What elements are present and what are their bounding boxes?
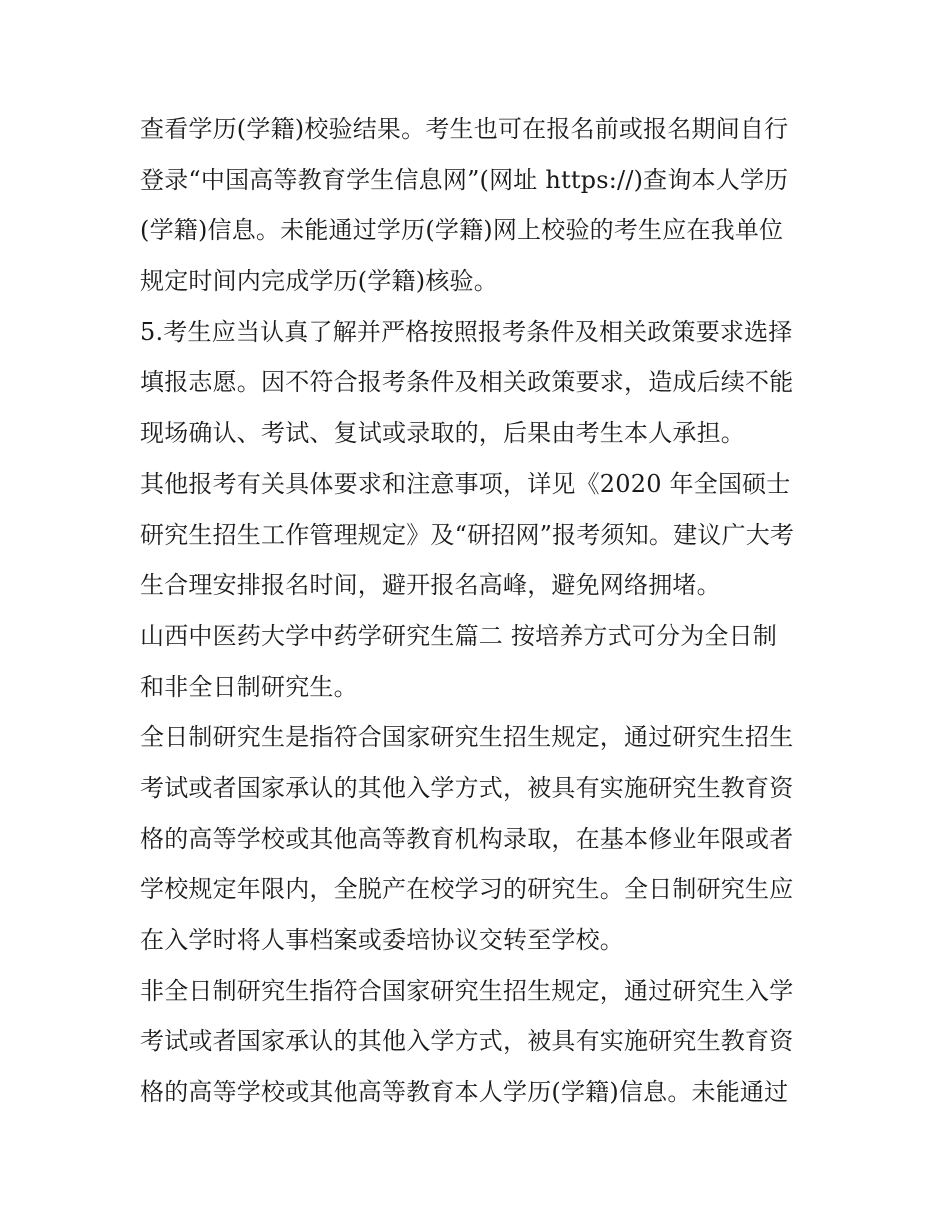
text-line: 其他报考有关具体要求和注意事项，详见《2020 年全国硕士 (140, 469, 791, 498)
text-line: 非全日制研究生指符合国家研究生招生规定，通过研究生入学 (140, 976, 794, 1005)
text-line: 生合理安排报名时间，避开报名高峰，避免网络拥堵。 (140, 571, 721, 600)
text-line: 5.考生应当认真了解并严格按照报考条件及相关政策要求选择 (140, 317, 793, 346)
text-line: 山西中医药大学中药学研究生篇二 按培养方式可分为全日制 (140, 621, 778, 650)
text-line: 规定时间内完成学历(学籍)核验。 (140, 267, 498, 296)
text-line: 查看学历(学籍)校验结果。考生也可在报名前或报名期间自行 (140, 115, 789, 143)
text-line: 现场确认、考试、复试或录取的，后果由考生本人承担。 (140, 419, 745, 448)
text-line: 考试或者国家承认的其他入学方式，被具有实施研究生教育资 (140, 1027, 794, 1056)
text-line: 格的高等学校或其他高等教育本人学历(学籍)信息。未能通过 (140, 1078, 789, 1107)
text-line: 全日制研究生是指符合国家研究生招生规定，通过研究生招生 (140, 723, 794, 752)
text-line: 考试或者国家承认的其他入学方式，被具有实施研究生教育资 (140, 773, 794, 802)
text-line: (学籍)信息。未能通过学历(学籍)网上校验的考生应在我单位 (140, 216, 784, 245)
text-line: 和非全日制研究生。 (140, 672, 358, 701)
text-line: 填报志愿。因不符合报考条件及相关政策要求，造成后续不能 (140, 368, 794, 397)
text-line: 学校规定年限内，全脱产在校学习的研究生。全日制研究生应 (140, 875, 794, 904)
text-line: 登录“中国高等教育学生信息网”(网址 https://)查询本人学历 (140, 165, 789, 194)
text-line: 格的高等学校或其他高等教育机构录取，在基本修业年限或者 (140, 824, 794, 853)
text-line: 在入学时将人事档案或委培协议交转至学校。 (140, 926, 624, 954)
document-body (140, 104, 820, 1118)
text-line: 研究生招生工作管理规定》及“研招网”报考须知。建议广大考 (140, 520, 795, 549)
